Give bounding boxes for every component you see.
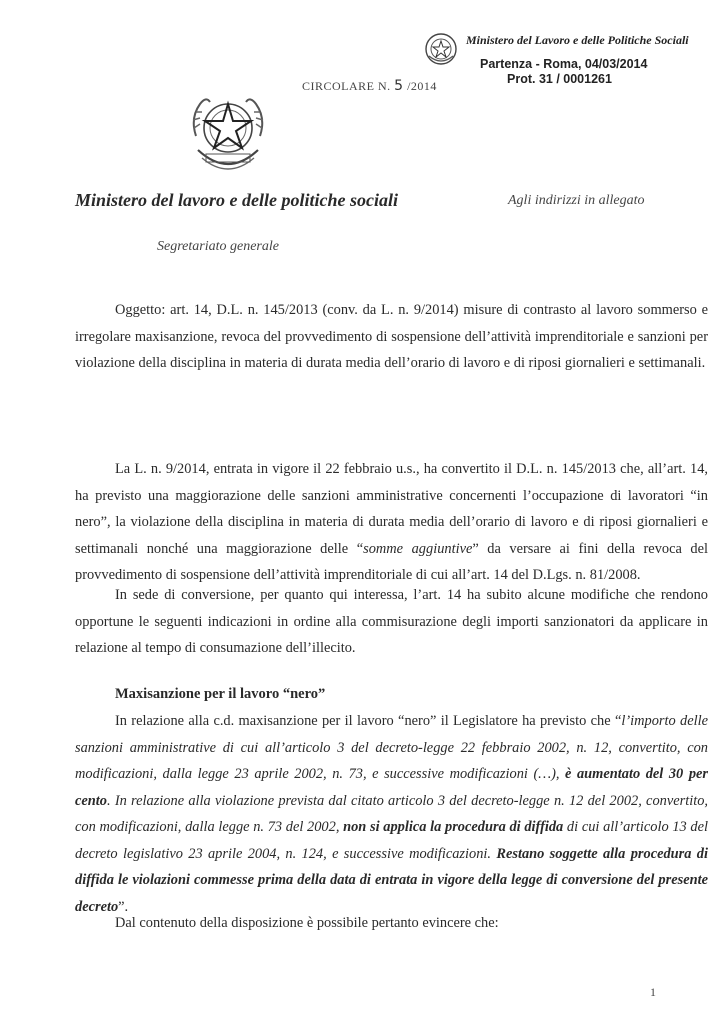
republic-emblem-icon [186, 88, 270, 180]
circolare-reference [302, 78, 437, 94]
p1-italic-somme: somme aggiuntive [363, 540, 473, 557]
secretariat-label: Segretariato generale [157, 239, 279, 254]
stamp-departure: Partenza - Roma, 04/03/2014 [480, 57, 648, 71]
p3-end: ”. [118, 898, 129, 915]
stamp-emblem-icon [424, 32, 458, 66]
p1-text-a: La L. n. 9/2014, entrata in vigore il 22 febbraio u.s., ha convertito il D.L. n. 145/2013 che, all’art. 14, ha previsto una maggiorazione delle sanzioni amministrative concernenti l’occupazione di lavoratori “in nero”, la violazione della disciplina in materia di durata media dell’orario di lavoro e di riposi giornalieri e settimanali nonché una maggiorazione delle “ [75, 461, 708, 557]
ministry-title: Ministero del lavoro e delle politiche sociali [75, 190, 398, 210]
p3-quote-3: di cui all’articolo 13 del decreto legislativo 23 aprile 2004, n. 124, e successive modificazioni. [75, 819, 708, 862]
section-title-maxisanzione: Maxisanzione per il lavoro “nero” [115, 686, 326, 702]
p3-intro: In relazione alla c.d. maxisanzione per il lavoro “nero” il Legislatore ha previsto che “ [115, 713, 622, 729]
p3-bold-3: Restano soggette alla procedura di diffida le violazioni commesse prima della data di entrata in vigore della legge di conversione del presente decreto [75, 845, 708, 915]
circolare-prefix: CIRCOLARE N. [302, 79, 391, 93]
stamp-protocol: Prot. 31 / 0001261 [507, 72, 612, 86]
body-paragraph-4: Dal contenuto della disposizione è possibile pertanto evincere che: [115, 915, 499, 931]
addressees-note: Agli indirizzi in allegato [508, 193, 645, 208]
stamp-ministry-name: Ministero del Lavoro e delle Politiche Sociali [466, 33, 689, 47]
circolare-number: 5 [394, 78, 404, 94]
circolare-year: /2014 [407, 79, 437, 93]
body-paragraph-1 [75, 456, 708, 589]
p1-text-b: ” da versare ai fini della revoca del provvedimento di sospensione dell’attività imprenditoriale di cui all’art. 14 del D.Lgs. n. 81/2008. [75, 540, 708, 583]
p3-quote-2: . In relazione alla violazione prevista dal citato articolo 3 del decreto-legge n. 12 del 2002, convertito, con modificazioni, dalla legge n. 73 del 2002, [75, 792, 708, 835]
p3-bold-1: è aumentato del 30 per cento [75, 766, 708, 809]
page-number: 1 [650, 985, 656, 999]
p3-bold-2: non si applica la procedura di diffida [343, 819, 564, 835]
p3-quote-1: l’importo delle sanzioni amministrative di cui all’articolo 3 del decreto-legge 22 febbraio 2002, n. 12, convertito, con modificazioni, dalla legge 23 aprile 2002, n. 73, e successive modificazioni (…), [75, 713, 708, 782]
subject-paragraph: Oggetto: art. 14, D.L. n. 145/2013 (conv. da L. n. 9/2014) misure di contrasto al lavoro sommerso e irregolare maxisanzione, revoca del provvedimento di sospensione dell’attività imprenditoriale e sanzioni per violazione della disciplina in materia di durata media dell’orario di lavoro e di riposi giornalieri e settimanali. [75, 302, 708, 371]
body-paragraph-3 [75, 708, 708, 920]
body-paragraph-2: In sede di conversione, per quanto qui interessa, l’art. 14 ha subito alcune modifiche che rendono opportune le seguenti indicazioni in ordine alla commisurazione degli importi sanzionatori da applicare in relazione al tempo di consumazione dell’illecito. [75, 587, 708, 656]
